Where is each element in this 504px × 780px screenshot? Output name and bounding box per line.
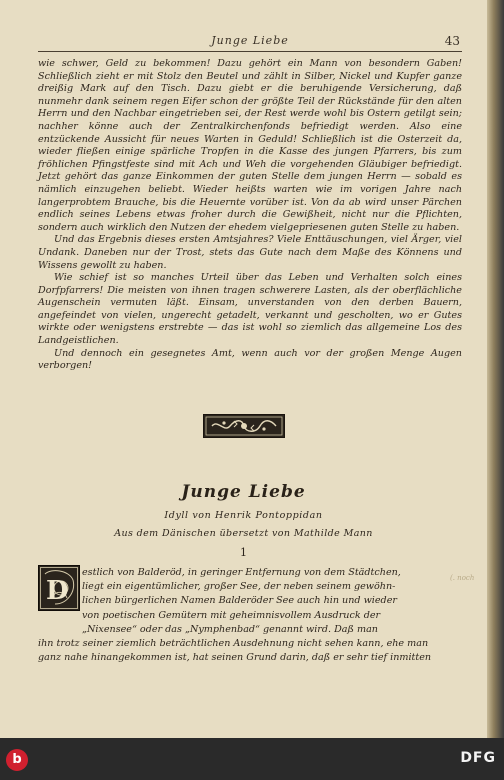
margin-note: (. noch bbox=[450, 574, 475, 582]
paragraph: Und dennoch ein gesegnetes Amt, wenn auch vor der großen Menge Augen verborgen! bbox=[38, 347, 462, 372]
text-line: „Nixensee“ oder das „Nymphenbad“ genannt wird. Daß man bbox=[82, 623, 378, 635]
text-line: ganz nahe hinangekommen ist, hat seinen Grund darin, daß er sehr tief inmitten bbox=[38, 652, 432, 664]
page-number: 43 bbox=[444, 34, 460, 48]
story-subtitle: Idyll von Henrik Pontoppidan bbox=[164, 510, 323, 521]
ornament-vignette-icon bbox=[203, 414, 285, 438]
text-line: estlich von Balderöd, in geringer Entfernung von dem Städtchen, bbox=[82, 567, 401, 578]
header-rule bbox=[38, 51, 462, 52]
viewer-footer bbox=[0, 738, 504, 780]
running-head-title: Junge Liebe bbox=[211, 34, 289, 47]
svg-text:D: D bbox=[46, 576, 69, 606]
paragraph: Wie schief ist so manches Urteil über das Leben und Verhalten solch eines Dorfpfarrers! Die meisten von ihnen tragen schwerere Lasten, als der oberflächliche Augenschein vermuten läßt. Einsam, unverstanden von den derben Bauern, angefeindet von vielen, ungerecht getadelt, verkannt und gescholten, wo er Gutes wirkte oder wenigstens erstrebte — das ist wohl so ziemlich das allgemeine Los des Landgeistlichen. bbox=[38, 272, 462, 347]
story-text bbox=[38, 566, 462, 665]
text-line: ihn trotz seiner ziemlich beträchtlichen Ausdehnung nicht sehen kann, ehe man bbox=[38, 638, 429, 650]
text-line: liegt ein eigentümlicher, großer See, der neben seinem gewöhn- bbox=[82, 581, 396, 593]
paragraph: wie schwer, Geld zu bekommen! Dazu gehört ein Mann von besondern Gaben! Schließlich zieht er mit Stolz den Beutel und zählt in Silber, Nickel und Kupfer ganze dreißig Mark auf den Tisch. Dazu giebt er die beruhigende Versicherung, daß nunmehr dank seinem regen Eifer schon der größte Teil der Rückstände für den alten Herrn und den Nachbar eingetrieben sei, der Rest werde wohl bis Ostern getilgt sein; nachher könne auch der Zentralkirchenfonds befriedigt werden. Also eine entzückende Aussicht für neues Warten in Geduld! Schließlich ist die Osterzeit da, wieder fließen einige spärliche Tropfen in die Kasse des jungen Pfarrers, bis zum fröhlichen Pfingstfeste sind mit Ach und Weh die vorgehenden Gläubiger befriedigt. Jetzt gehört das ganze Einkommen der guten Stelle dem jungen Herrn — sobald es nämlich einzugehen beliebt. Wieder heißts warten wie im vorigen Jahre nach langerprobtem Brauche, bis die Heuernte vorüber ist. Von da ab wird unser Pärchen endlich seines Lebens etwas froher durch die Gewißheit, nicht nur die Pflichten, sondern auch wirklich den Nutzen der ehedem vielgepriesenen guten Stelle zu haben. bbox=[38, 58, 462, 233]
text-line: lichen bürgerlichen Namen Balderöder See auch hin und wieder bbox=[82, 595, 397, 607]
translator-line: Aus dem Dänischen übersetzt von Mathilde Mann bbox=[114, 528, 373, 539]
book-edge bbox=[487, 0, 504, 738]
text-line: von poetischen Gemütern mit geheimnisvollem Ausdruck der bbox=[82, 609, 381, 621]
story-title: Junge Liebe bbox=[181, 482, 306, 502]
paragraph: Und das Ergebnis dieses ersten Amtsjahres? Viele Enttäuschungen, viel Ärger, viel Undank. Daneben nur der Trost, stets das Gute nach dem Maße des Könnens und Wissens gewollt zu haben. bbox=[38, 234, 462, 271]
continued-text bbox=[38, 58, 462, 373]
chapter-number: 1 bbox=[240, 546, 247, 559]
running-head bbox=[40, 34, 460, 48]
library-badge-icon[interactable]: b bbox=[6, 749, 28, 771]
dfg-logo: DFG bbox=[460, 750, 496, 766]
